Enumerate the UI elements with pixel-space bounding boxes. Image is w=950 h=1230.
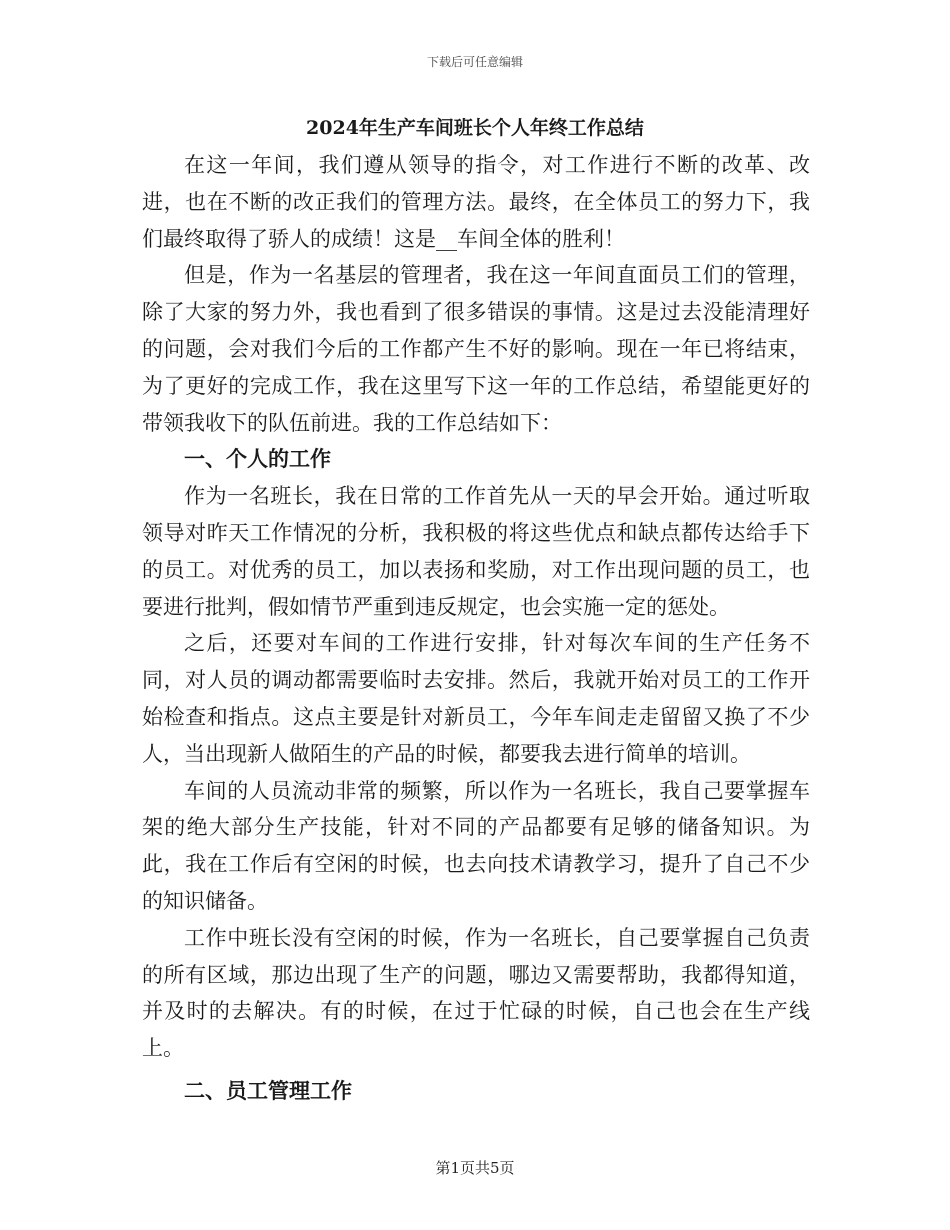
- section1-paragraph-4: 工作中班长没有空闲的时候，作为一名班长，自己要掌握自己负责的所有区域，那边出现了生产的问题，哪边又需要帮助，我都得知道，并及时的去解决。有的时候，在过于忙碌的时候，自己也会在生产线上。: [142, 925, 810, 1061]
- document-body: [142, 147, 810, 1110]
- intro-paragraph-1: 在这一年间，我们遵从领导的指令，对工作进行不断的改革、改进，也在不断的改正我们的管理方法。最终，在全体员工的努力下，我们最终取得了骄人的成绩！这是__车间全体的胜利！: [142, 153, 810, 251]
- section1-paragraph-2: 之后，还要对车间的工作进行安排，针对每次车间的生产任务不同，对人员的调动都需要临时去安排。然后，我就开始对员工的工作开始检查和指点。这点主要是针对新员工，今年车间走走留留又换了不少人，当出现新人做陌生的产品的时候，都要我去进行简单的培训。: [142, 631, 810, 766]
- intro-paragraph-2: 但是，作为一名基层的管理者，我在这一年间直面员工们的管理，除了大家的努力外，我也看到了很多错误的事情。这是过去没能清理好的问题，会对我们今后的工作都产生不好的影响。现在一年已将结束，为了更好的完成工作，我在这里写下这一年的工作总结，希望能更好的带领我收下的队伍前进。我的工作总结如下：: [142, 263, 810, 435]
- section1-paragraph-1: 作为一名班长，我在日常的工作首先从一天的早会开始。通过听取领导对昨天工作情况的分析，我积极的将这些优点和缺点都传达给手下的员工。对优秀的员工，加以表扬和奖励，对工作出现问题的员工，也要进行批判，假如情节严重到违反规定，也会实施一定的惩处。: [142, 484, 810, 619]
- page-number: 第1页共5页: [435, 1159, 515, 1177]
- section-heading-personal-work: 一、个人的工作: [184, 446, 331, 472]
- section1-paragraph-3: 车间的人员流动非常的频繁，所以作为一名班长，我自己要掌握车架的绝大部分生产技能，针对不同的产品都要有足够的储备知识。为此，我在工作后有空闲的时候，也去向技术请教学习，提升了自己不少的知识储备。: [142, 778, 810, 913]
- page-header-note: 下载后可任意编辑: [426, 55, 523, 69]
- section-heading-staff-management: 二、员工管理工作: [184, 1077, 352, 1103]
- document-title: 2024年生产车间班长个人年终工作总结: [306, 117, 644, 139]
